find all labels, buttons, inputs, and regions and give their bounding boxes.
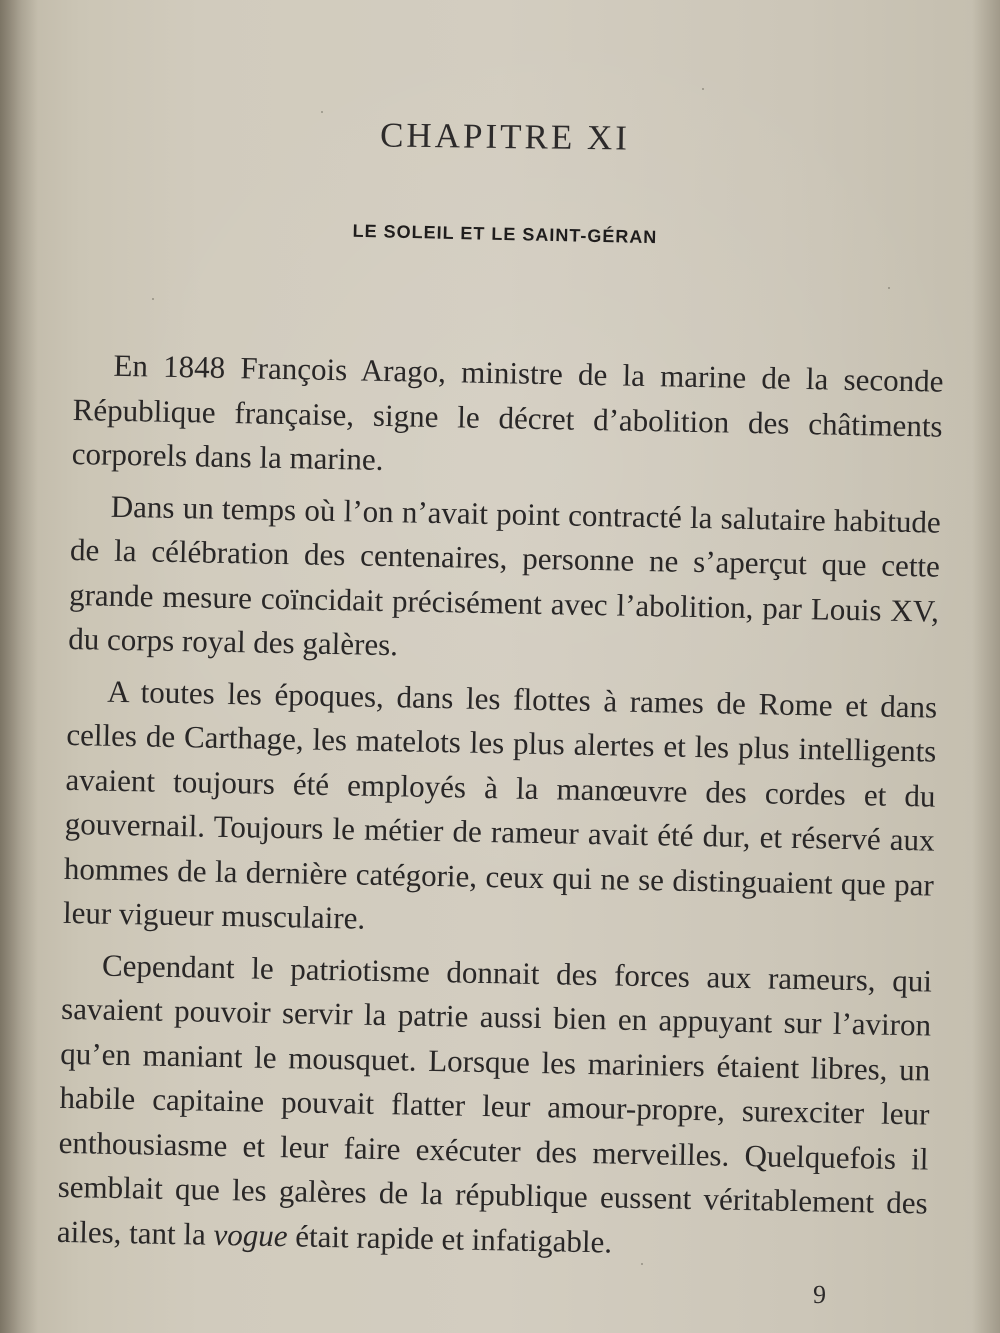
chapter-title: CHAPITRE XI	[379, 115, 631, 158]
page-number: 9	[812, 1279, 827, 1310]
paragraph-2: Dans un temps où l’on n’avait point contracté la salutaire habitude de la célébration des centenaires, personne ne s’aperçut que cette grande mesure coïncidait précisément avec l’abolition, par Louis XV, du corps royal des galères.	[67, 488, 942, 663]
book-spine-shadow	[0, 0, 38, 1333]
paragraph-4-text-before-italic: Cependant le patriotisme donnait des forces aux rameurs, qui savaient pouvoir servir la patrie aussi bien en appuyant sur l’aviron qu’en maniant le mousquet. Lorsque les mariniers étaient libres, un habile capitaine pouvait flatter leur amour-propre, surexciter leur enthousiasme et leur faire exécuter des merveilles. Quelquefois il semblait que les galères de la république eussent véritablement des ailes, tant la	[56, 947, 933, 1252]
paper-speck	[702, 88, 704, 90]
paragraph-1: En 1848 François Arago, ministre de la marine de la seconde République française, signe le décret d’abolition des châtiments corporels dans la marine.	[71, 347, 944, 477]
paper-speck	[641, 1263, 643, 1265]
chapter-body	[56, 343, 943, 1278]
italic-word-vogue: vogue	[213, 1216, 288, 1253]
paragraph-3: A toutes les époques, dans les flottes à rames de Rome et dans celles de Carthage, les matelots les plus alertes et les plus intelligents avaient toujours été employés à la manœuvre des cordes et du gouvernail. Toujours le métier de rameur avait été dur, et réservé aux hommes de la dernière catégorie, ceux qui ne se distinguaient que par leur vigueur musculaire.	[62, 673, 938, 936]
page-edge-shadow	[972, 0, 1000, 1333]
paragraph-4-text-after-italic: était rapide et infatigable.	[287, 1217, 613, 1259]
chapter-subtitle: LE SOLEIL ET LE SAINT-GÉRAN	[352, 220, 658, 248]
paragraph-4	[57, 942, 933, 1270]
paper-speck	[152, 298, 154, 300]
paper-speck	[321, 111, 323, 113]
paper-speck	[888, 287, 890, 289]
